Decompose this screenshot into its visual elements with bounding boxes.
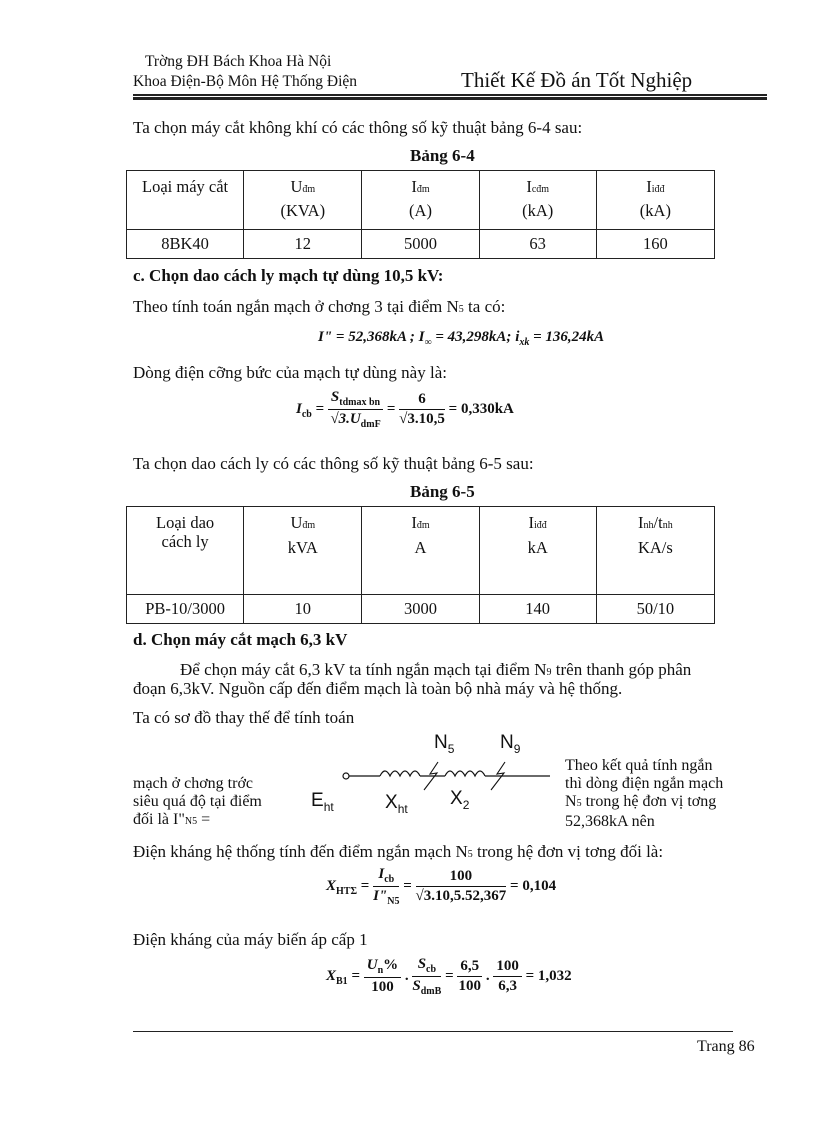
- t64-cell-icdm: 63: [479, 230, 596, 259]
- intro-table-6-4: Ta chọn máy cắt không khí có các thông số kỹ thuật bảng 6-4 sau:: [133, 118, 583, 137]
- t65-head-udm: Uđm kVA: [244, 507, 362, 595]
- header-school: Trờng ĐH Bách Khoa Hà Nội: [145, 53, 332, 70]
- t65-cell-udm: 10: [244, 595, 362, 624]
- t65-cell-idm: 3000: [362, 595, 479, 624]
- t64-head-idd: Iiđđ (kA): [596, 171, 714, 230]
- table-6-5-caption: Bảng 6-5: [410, 482, 475, 501]
- page-number: Trang 86: [697, 1038, 755, 1055]
- t64-head-icdm: Icđm (kA): [479, 171, 596, 230]
- section-c-heading: c. Chọn dao cách ly mạch tự dùng 10,5 kV:: [133, 266, 444, 285]
- left-wrap-text: mạch ở chơng trớc siêu quá độ tại điểm đối là I"N5 =: [133, 775, 262, 828]
- label-x-ht: $X_{ht}$: [385, 792, 408, 816]
- reactance-x-2: [445, 771, 485, 776]
- section-d-para4: Điện kháng của máy biến áp cấp 1: [133, 930, 368, 949]
- label-n5: $N_5$: [434, 732, 455, 756]
- section-c-para1: Theo tính toán ngắn mạch ở chơng 3 tại điểm N5 ta có:: [133, 297, 506, 316]
- t65-cell-type: PB-10/3000: [127, 595, 244, 624]
- t65-head-inh: Inh/tnh KA/s: [596, 507, 714, 595]
- t65-cell-inh: 50/10: [596, 595, 714, 624]
- header-title: Thiết Kế Đồ án Tốt Nghiệp: [461, 68, 693, 92]
- label-x-2: $X_2$: [450, 788, 470, 812]
- intro-table-6-5: Ta chọn dao cách ly có các thông số kỹ thuật bảng 6-5 sau:: [133, 454, 534, 473]
- t65-head-idd: Iiđđ kA: [479, 507, 596, 595]
- equation-short-circuit-currents: I" = 52,368kA ; $I_\infty = 43,298kA$; $i_{xk} = 136,24kA$: [318, 329, 605, 348]
- t64-head-idm: Iđm (A): [362, 171, 479, 230]
- table-6-5: [126, 506, 715, 624]
- equivalent-circuit-diagram: [300, 728, 560, 820]
- reactance-x-ht: [380, 771, 420, 776]
- t65-head-type: Loại dao cách ly: [127, 507, 244, 595]
- t64-cell-idd: 160: [596, 230, 714, 259]
- right-wrap-text: Theo kết quả tính ngắn thì dòng điện ngắn mạch N5 trong hệ đơn vị tơng 52,368kA nên: [565, 757, 724, 830]
- footer-rule: [133, 1031, 733, 1032]
- header-rule-thick: [133, 97, 767, 100]
- table-row: [127, 230, 715, 259]
- section-d-para2: Ta có sơ đồ thay thế để tính toán: [133, 708, 355, 727]
- table-row: [127, 595, 715, 624]
- equation-forced-current: $I_{cb}$ = $\frac{S_{tdmax bn}}{√3.U_{dmF}}$ = $\frac{6}{√3.10,5}$ = 0,330kA: [296, 389, 514, 430]
- section-c-para2: Dòng điện cỡng bức của mạch tự dùng này là:: [133, 363, 447, 382]
- section-d-para1-line2: đoạn 6,3kV. Nguồn cấp đến điểm mạch là toàn bộ nhà máy và hệ thống.: [133, 679, 623, 698]
- section-d-para1-line1: Để chọn máy cắt 6,3 kV ta tính ngắn mạch tại điểm N9 trên thanh góp phân: [180, 660, 692, 679]
- t65-head-idm: Iđm A: [362, 507, 479, 595]
- equation-transformer-reactance: $X_{B1}$ = $\frac{U_n\%}{100}$ . $\frac{S_{cb}}{S_{dmB}}$ = $\frac{6,5}{100}$ . $\frac{100}{6,3}$ = 1,032: [326, 956, 572, 997]
- equation-system-reactance: $X_{HT\Sigma}$ = $\frac{I_{cb}}{I"_{N5}}$ = $\frac{100}{√3.10,5.52,367}$ = 0,104: [326, 866, 557, 907]
- header-rule-thin: [133, 94, 767, 96]
- t64-cell-udm: 12: [244, 230, 362, 259]
- table-6-4-caption: Bảng 6-4: [410, 146, 475, 165]
- t64-head-type: Loại máy cắt: [127, 171, 244, 230]
- header-department: Khoa Điện-Bộ Môn Hệ Thống Điện: [133, 73, 358, 90]
- t64-head-udm: Uđm (KVA): [244, 171, 362, 230]
- t64-cell-idm: 5000: [362, 230, 479, 259]
- t65-cell-idd: 140: [479, 595, 596, 624]
- section-d-heading: d. Chọn máy cắt mạch 6,3 kV: [133, 630, 348, 649]
- label-e-ht: $E_{ht}$: [311, 790, 334, 814]
- section-d-para3: Điện kháng hệ thống tính đến điểm ngắn mạch N5 trong hệ đơn vị tơng đối là:: [133, 842, 664, 861]
- table-6-4: [126, 170, 715, 259]
- label-n9: $N_9$: [500, 732, 521, 756]
- source-terminal: [343, 773, 349, 779]
- t64-cell-type: 8BK40: [127, 230, 244, 259]
